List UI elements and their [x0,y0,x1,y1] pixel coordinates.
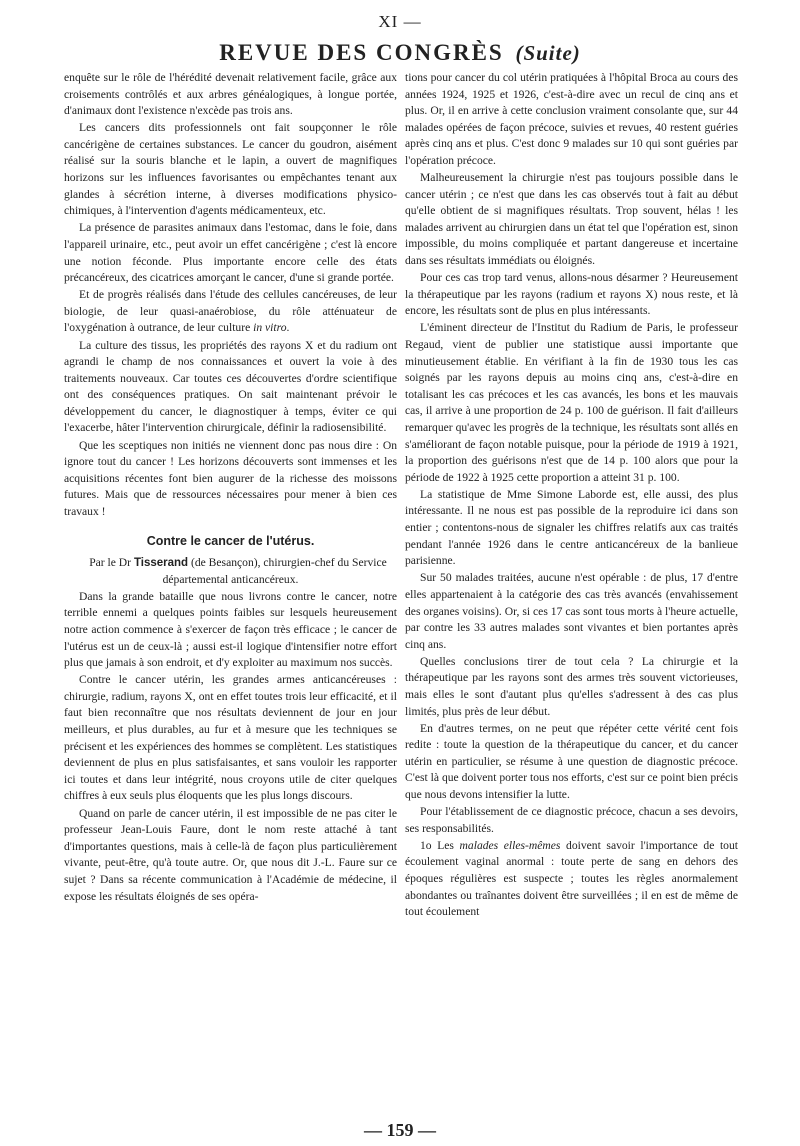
right-column [405,70,738,921]
running-title-main: REVUE DES CONGRÈS [219,40,504,65]
section-title: Contre le cancer de l'utérus. [146,533,315,548]
paragraph: Contre le cancer utérin, les grandes armes anticancéreuses : chirurgie, radium, rayons X, ont en effet toutes trois leur efficacité, et il faut bien reconnaître que nos résultats deviennent de jour en jour meilleurs, et plus durables, au fur et à mesure que les techniques se précisent et les expériences des hommes se complètent. Les statistiques deviennent de plus en plus satisfaisantes, et sans vouloir les rapporter ici toutes et dans leur intégrité, nous croyons utile de citer quelques chiffres à eux seuls plus éloquents que les plus longs discours. [64,673,397,803]
paragraph: Pour ces cas trop tard venus, allons-nous désarmer ? Heureusement la thérapeutique par les rayons (radium et rayons X) nous reste, et là encore, les résultats sont de plus en plus intéressants. [405,271,738,318]
paragraph: La statistique de Mme Simone Laborde est, elle aussi, des plus intéressante. Il ne nous est pas possible de la reproduire ici dans son entier ; contentons-nous de signaler les chiffres relatifs aux cas traités pendant l'année 1926 dans le centre anticancéreux de la banlieue parisienne. [405,487,738,568]
paragraph-text: 1o Les [420,838,460,852]
paragraph [64,287,397,337]
paragraph: Sur 50 malades traitées, aucune n'est opérable : de plus, 17 d'entre elles appartenaient à la catégorie des cas très avancés (envahissement des organes voisins). Or, si ces 17 cas sont tous morts à l'heure actuelle, par contre les 33 autres malades sont vivantes et bien portantes après cinq ans. [405,571,738,651]
paragraph-text: doivent savoir l'importance de tout écoulement vaginal anormal : toute perte de sang en dehors des époques régulières est suspecte ; toutes les règles anormalement abondantes ou traînantes doivent être surveillées ; il en est de même de tout écoulement [405,838,738,919]
byline-text: Par le Dr [89,556,134,570]
paragraph: Que les sceptiques non initiés ne viennent donc pas nous dire : On ignore tout du cancer ! Les horizons découverts sont immenses et les acquisitions récentes font bien augurer de la richesse des moissons futures. Mais que de ressources nécessaires pour mener à bien ces travaux ! [64,438,397,518]
byline [64,555,397,588]
italic-text: malades elles-mêmes [459,838,561,852]
paragraph: En d'autres termes, on ne peut que répéter cette vérité cent fois redite : toute la question de la thérapeutique du cancer, et du cancer utérin en particulier, se résume à une question de diagnostic précoce. C'est là que doivent porter tous nos efforts, c'est sur ce point bien précis que nous devons intensifier la lutte. [405,721,738,802]
paragraph: La culture des tissus, les propriétés des rayons X et du radium ont agrandi le champ de nos connaissances et ouvert la voie à des traitements nouveaux. Car toutes ces découvertes d'ordre scientifique ont des conséquences pratiques. On sait maintenant prévoir le développement du cancer, le diagnostiquer à temps, éviter ce qui l'exacerbe, hâter l'intervention chirurgicale, définir la radiosensibilité. [64,338,397,435]
paragraph [405,838,738,921]
paragraph-text: Et de progrès réalisés dans l'étude des cellules cancéreuses, de leur biologie, de leur quasi-anaérobiose, du rôle atténuateur de l'oxygénation à outrance, de leur culture [64,288,397,335]
paragraph: Quand on parle de cancer utérin, il est impossible de ne pas citer le professeur Jean-Louis Faure, dont le nom reste attaché à tant d'importantes questions, mais à celle-là de façon plus particulièrement vivante, peut-être, qu'à toute autre. Or, que nous dit J.-L. Faure sur ce sujet ? Dans sa récente communication à l'Académie de médecine, il expose les résultats éloignés de ses opéra- [64,806,397,903]
byline-text: (de Besançon), chirurgien-chef du Service départemental anticancéreux. [162,556,387,586]
running-title [0,40,800,66]
page-number: — 159 — [364,1120,436,1140]
folio-roman: XI — [378,12,422,31]
paragraph: Dans la grande bataille que nous livrons contre le cancer, notre terrible ennemi a quelques points faibles sur lesquels heureusement notre action commence à s'exercer de façon très efficace ; le cancer de l'utérus est un de ceux-là ; aussi est-il logique d'intensifier notre effort plus que jamais à son endroit, et d'y exploiter au maximum nos succès. [64,589,397,670]
paragraph: tions pour cancer du col utérin pratiquées à l'hôpital Broca au cours des années 1924, 1925 et 1926, c'est-à-dire avec un recul de cinq ans et plus. Or, il en arrive à cette conclusion vraiment consolante que, sur 44 malades opérées de façon précoce, suivies et revues, 40 restent guéries après cinq ans et plus. C'est donc 9 malades sur 10 qui sont guéries par l'opération précoce. [405,71,738,167]
paragraph: Malheureusement la chirurgie n'est pas toujours possible dans le cancer utérin ; ce n'est que dans les cas observés tout à fait au début qu'elle obtient de si magnifiques résultats. Trop souvent, hélas ! les malades arrivent au chirurgien dans un état tel que l'opération est, sinon impossible, du moins compliquée et partant dangereuse et incertaine dans ses résultats immédiats ou éloignés. [405,171,738,268]
paragraph: Les cancers dits professionnels ont fait soupçonner le rôle cancérigène de certaines substances. Le cancer du goudron, aisément réalisé sur la souris blanche et le lapin, a ouvert de magnifiques horizons sur les influences favorisantes ou empêchantes tenant aux glandes à sécrétion interne, à diverses modifications physico-chimiques, à l'intervention d'agents médicamenteux, etc. [64,121,397,218]
paragraph: Quelles conclusions tirer de tout cela ? La chirurgie et la thérapeutique par les rayons sont des armes très souvent victorieuses, mais elles le sont d'autant plus qu'elles s'adressent à des cas plus limités, plus près de leur début. [405,654,738,718]
paragraph: enquête sur le rôle de l'hérédité devenait relativement facile, grâce aux croisements contrôlés et aux arbres généalogiques, à longue portée, d'animaux dont l'existence n'excède pas trois ans. [64,71,397,118]
paragraph: La présence de parasites animaux dans l'estomac, dans le foie, dans l'appareil urinaire, etc., peut avoir un effet cancérigène ; c'est là encore une notion féconde. Plus importante encore celle des états précancéreux, des cicatrices amorçant le cancer, d'une si grande portée. [64,221,397,285]
paragraph: L'éminent directeur de l'Institut du Radium de Paris, le professeur Regaud, vient de publier une statistique aussi importante que minutieusement établie. En vérifiant à la fin de 1930 tous les cas soignés par les rayons depuis au moins cinq ans, c'est-à-dire en totalisant les cas précoces et les cas avancés, les bons et les mauvais cas, il arrive à une proportion de 24 p. 100 de guérison. Il fait d'ailleurs remarquer qu'avec les progrès de la technique, les résultats sont allés en s'améliorant de façon notable puisque, pour la période de 1919 à 1921, la proportion des guérisons n'est que de 14 p. 100 alors que pour la période de 1922 à 1925 cette proportion a atteint 31 p. 100. [405,321,738,484]
running-title-suite: (Suite) [515,41,581,65]
paragraph-text: . [286,321,290,335]
left-column [64,70,397,905]
italic-text: in vitro [253,321,287,335]
author-name: Tisserand [133,557,189,570]
paragraph: Pour l'établissement de ce diagnostic précoce, chacun a ses devoirs, ses responsabilités. [405,805,738,835]
